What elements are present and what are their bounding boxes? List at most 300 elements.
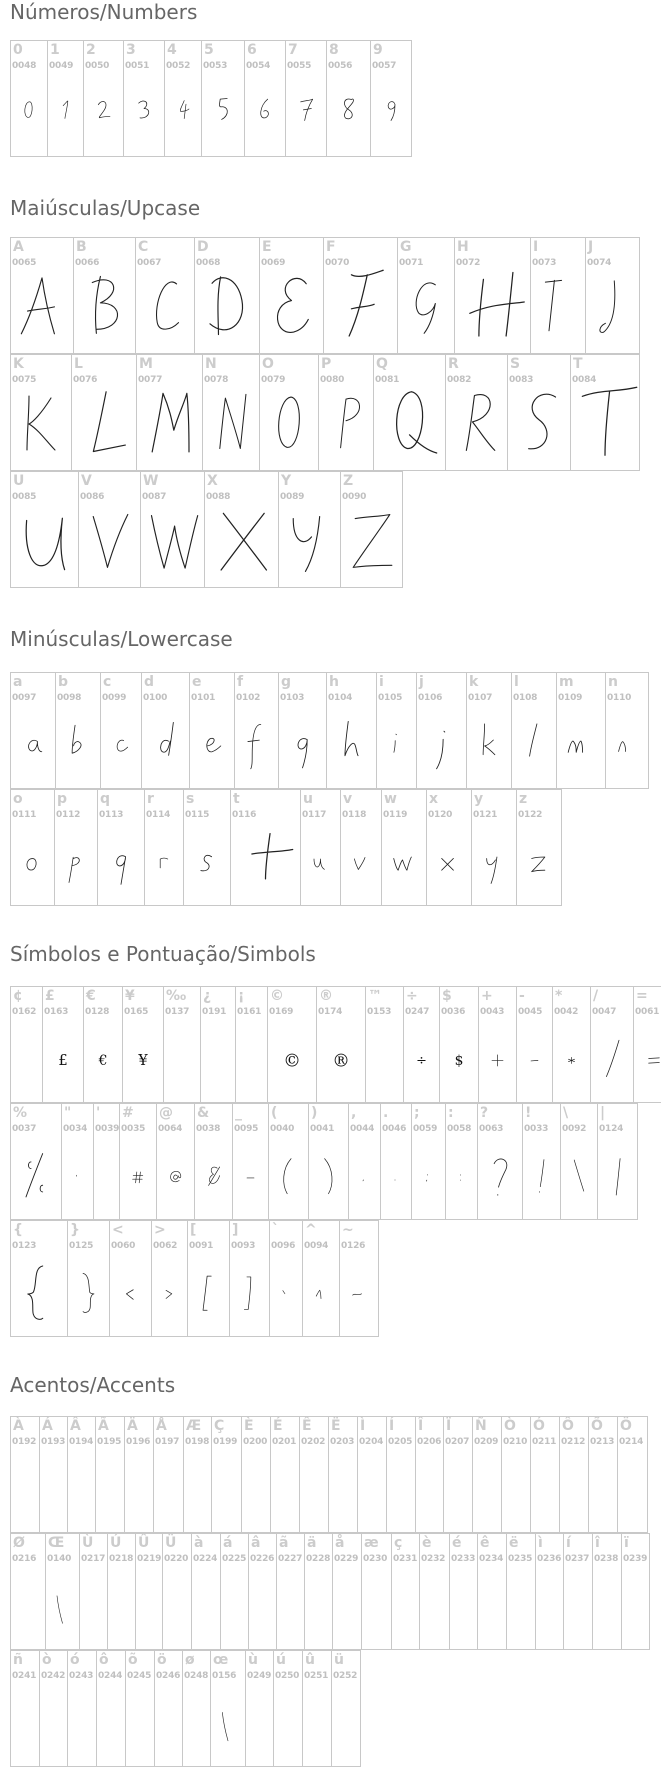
glyph-preview: [221, 1564, 248, 1649]
glyph-area: [362, 1564, 391, 1649]
glyph-char-label: ¡: [238, 988, 245, 1004]
glyph-area: [300, 1447, 328, 1532]
glyph-cell: [273, 1650, 303, 1767]
glyph-preview: [164, 1017, 200, 1102]
glyph-cell: [119, 1103, 157, 1220]
glyph-code-label: 0054: [246, 61, 271, 71]
glyph-area: [412, 1134, 445, 1219]
glyph-area: [163, 1564, 191, 1649]
glyph-stroke: [298, 739, 307, 768]
glyph-area: [136, 1564, 162, 1649]
glyph-area: [472, 820, 516, 905]
glyph-area: [560, 1447, 588, 1532]
glyph-code-label: 0069: [261, 258, 286, 268]
glyph-area: [125, 1447, 153, 1532]
glyph-code-label: 0080: [320, 375, 345, 385]
glyph-preview: [235, 703, 278, 788]
glyph-char-label: B: [76, 239, 87, 255]
glyph-area: [40, 1447, 67, 1532]
glyph-preview: [467, 703, 511, 788]
glyph-char-label: Ö: [620, 1418, 632, 1434]
glyph-cell: [477, 1103, 523, 1220]
glyph-preview: [184, 1447, 211, 1532]
glyph-cell: [449, 1533, 478, 1650]
glyph-cell: [39, 1416, 68, 1533]
glyph-cell: [299, 1416, 329, 1533]
glyph-cell: [220, 1533, 249, 1650]
glyph-char-label: =: [636, 988, 648, 1004]
glyph-preview: [68, 1251, 109, 1336]
glyph-stroke: [27, 859, 36, 870]
glyph-cell: [194, 237, 260, 354]
glyph-cell: [302, 1220, 340, 1337]
glyph-cell: [516, 789, 562, 906]
glyph-code-label: 0043: [480, 1007, 505, 1017]
glyph-code-label: 0125: [69, 1241, 94, 1251]
glyph-char-label: A: [13, 239, 24, 255]
glyph-code-label: 0201: [272, 1437, 297, 1447]
glyph-code-label: 0052: [166, 61, 191, 71]
glyph-preview: [11, 502, 78, 587]
glyph-area: [479, 1017, 516, 1102]
glyph-char-label: *: [555, 988, 563, 1004]
glyph-code-label: 0198: [185, 1437, 210, 1447]
glyph-stroke: [161, 722, 174, 755]
glyph-cell: [153, 1416, 184, 1533]
glyph-cell: [373, 354, 446, 471]
glyph-cell: [267, 986, 317, 1103]
glyph-char-label: ¥: [125, 988, 135, 1004]
glyph-area: [84, 1017, 122, 1102]
glyph-code-label: 0232: [421, 1554, 446, 1564]
glyph-preview: [165, 71, 201, 156]
glyph-preview: [80, 1564, 107, 1649]
glyph-preview: [74, 268, 135, 353]
glyph-area: [236, 1017, 267, 1102]
glyph-char-label: ‰: [166, 988, 187, 1004]
glyph-code-label: 0113: [99, 810, 124, 820]
glyph-preview: [329, 1447, 357, 1532]
glyph-char-label: ;: [414, 1105, 420, 1121]
glyph-area: [68, 1251, 109, 1336]
glyph-cell: [560, 1103, 598, 1220]
glyph-preview: [97, 1681, 125, 1766]
glyph-stroke: [314, 859, 324, 869]
glyph-cell: [391, 1533, 420, 1650]
glyph-char-label: å: [335, 1535, 345, 1551]
glyph-area: [571, 385, 639, 470]
glyph-cell: [10, 40, 48, 157]
glyph-preview: [152, 1251, 187, 1336]
glyph-preview: [305, 1564, 332, 1649]
glyph-char-label: à: [194, 1535, 204, 1551]
glyph-cell: [10, 1416, 40, 1533]
glyph-code-label: 0060: [111, 1241, 136, 1251]
glyph-preview: [531, 268, 585, 353]
glyph-char-label: Ä: [127, 1418, 138, 1434]
glyph-preview: [377, 703, 416, 788]
glyph-preview: [446, 385, 507, 470]
glyph-code-label: 0226: [250, 1554, 275, 1564]
glyph-char-label: Ï: [446, 1418, 452, 1434]
glyph-char-label: x: [429, 791, 439, 807]
glyph-code-label: 0118: [342, 810, 367, 820]
glyph-stroke: [25, 102, 32, 118]
glyph-cell: [326, 672, 377, 789]
glyph-char-label: ~: [342, 1222, 354, 1238]
glyph-cell: [411, 1103, 446, 1220]
glyph-preview: [136, 268, 194, 353]
glyph-stroke: [126, 1290, 133, 1300]
glyph-area: [74, 268, 135, 353]
glyph-code-label: 0195: [97, 1437, 122, 1447]
glyph-preview: [55, 820, 97, 905]
glyph-area: [11, 502, 78, 587]
glyph-cell: [124, 1416, 154, 1533]
glyph-stroke: [397, 392, 437, 453]
glyph-char-label: í: [566, 1535, 571, 1551]
glyph-area: [398, 268, 454, 353]
glyph-char-label: <: [112, 1222, 124, 1238]
glyph-area: [142, 703, 189, 788]
glyph-code-label: 0049: [49, 61, 74, 71]
glyph-preview: [571, 385, 639, 470]
glyph-cell: [535, 1533, 564, 1650]
glyph-area: [319, 385, 373, 470]
glyph-code-label: 0033: [524, 1124, 549, 1134]
glyph-cell: [10, 471, 79, 588]
glyph-preview: [327, 71, 370, 156]
glyph-code-label: 0220: [164, 1554, 189, 1564]
glyph-stroke: [117, 856, 126, 885]
glyph-area: [586, 268, 639, 353]
glyph-char-label: :: [448, 1105, 454, 1121]
glyph-area: [195, 268, 259, 353]
glyph-cell: [370, 40, 412, 157]
glyph-code-label: 0076: [73, 375, 98, 385]
glyph-code-label: 0115: [185, 810, 210, 820]
glyph-preview: [560, 1447, 588, 1532]
glyph-area: [327, 703, 376, 788]
glyph-code-label: 0128: [85, 1007, 110, 1017]
glyph-area: [277, 1564, 304, 1649]
glyph-preview: [362, 1564, 391, 1649]
glyph-area: [235, 703, 278, 788]
glyph-code-label: 0098: [57, 693, 82, 703]
glyph-area: [606, 703, 648, 788]
glyph-cell: [10, 789, 55, 906]
glyph-area: [221, 1564, 248, 1649]
glyph-cell: [530, 1416, 560, 1533]
glyph-char-label: M: [139, 356, 153, 372]
glyph-cell: [259, 237, 324, 354]
glyph-stroke: [160, 858, 168, 868]
glyph-cell: [10, 986, 43, 1103]
glyph-preview: [478, 1134, 522, 1219]
glyph-area: [202, 71, 244, 156]
glyph-preview: [412, 1134, 445, 1219]
glyph-char-label: 4: [167, 42, 177, 58]
glyph-preview: [46, 1564, 79, 1649]
glyph-stroke: [83, 1273, 94, 1312]
glyph-preview: [303, 1251, 339, 1336]
glyph-area: [141, 502, 204, 587]
glyph-char-label: j: [419, 674, 424, 690]
glyph-cell: [597, 1103, 638, 1220]
glyph-char-label: Ò: [504, 1418, 516, 1434]
glyph-char-label: !: [525, 1105, 532, 1121]
glyph-area: [108, 1564, 135, 1649]
glyph-preview: [203, 385, 259, 470]
glyph-code-label: 0073: [532, 258, 557, 268]
glyph-preview: [341, 502, 402, 587]
glyph-stroke: [301, 99, 313, 120]
glyph-area: [303, 1681, 331, 1766]
glyph-area: [40, 1681, 67, 1766]
glyph-area: [417, 703, 466, 788]
glyph-char-label: c: [103, 674, 112, 690]
glyph-area: [427, 820, 471, 905]
glyph-char-label: 5: [204, 42, 214, 58]
glyph-char-label: O: [262, 356, 274, 372]
glyph-stroke: [487, 857, 497, 883]
glyph-char-label: }: [70, 1222, 80, 1238]
glyph-code-label: 0196: [126, 1437, 151, 1447]
glyph-char-label: t: [233, 791, 240, 807]
glyph-code-label: 0162: [12, 1007, 37, 1017]
glyph-area: [381, 1134, 411, 1219]
glyph-code-label: 0213: [590, 1437, 615, 1447]
glyph-code-label: 0078: [204, 375, 229, 385]
glyph-code-label: 0056: [328, 61, 353, 71]
glyph-char-label: X: [207, 473, 218, 489]
glyph-area: [11, 1251, 67, 1336]
glyph-char-label: 6: [247, 42, 257, 58]
glyph-area: [123, 1017, 163, 1102]
glyph-preview: [536, 1564, 563, 1649]
glyph-code-label: 0084: [572, 375, 597, 385]
glyph-code-label: 0169: [269, 1007, 294, 1017]
glyph-char-label: +: [481, 988, 493, 1004]
glyph-stroke: [349, 270, 383, 336]
glyph-char-label: -: [519, 988, 525, 1004]
glyph-text-mark: ¥: [138, 1052, 148, 1070]
glyph-char-label: Ù: [82, 1535, 94, 1551]
glyph-preview: [11, 71, 47, 156]
glyph-area: [341, 502, 402, 587]
glyph-cell: [10, 1103, 62, 1220]
glyph-char-label: ñ: [13, 1652, 23, 1668]
glyph-area: [154, 1447, 183, 1532]
glyph-code-label: 0072: [456, 258, 481, 268]
glyph-code-label: 0034: [63, 1124, 88, 1134]
glyph-cell: [386, 1416, 416, 1533]
glyph-code-label: 0039: [95, 1124, 120, 1134]
glyph-area: [478, 1564, 506, 1649]
glyph-cell: [182, 1650, 211, 1767]
glyph-code-label: 0233: [451, 1554, 476, 1564]
glyph-preview: [333, 1564, 361, 1649]
glyph-char-label: ^: [305, 1222, 317, 1238]
glyph-area: [618, 1447, 647, 1532]
glyph-code-label: 0107: [468, 693, 493, 703]
glyph-preview: [48, 71, 83, 156]
glyph-stroke: [616, 1159, 620, 1195]
glyph-char-label: R: [448, 356, 459, 372]
glyph-cell: [109, 1220, 152, 1337]
glyph-char-label: D: [197, 239, 209, 255]
glyph-code-label: 0210: [503, 1437, 528, 1447]
glyph-char-label: u: [303, 791, 313, 807]
glyph-stroke: [133, 1172, 143, 1183]
glyph-char-label: n: [608, 674, 618, 690]
glyph-area: [502, 1447, 530, 1532]
glyph-area: [374, 385, 445, 470]
glyph-preview: [301, 820, 340, 905]
glyph-preview: [195, 268, 259, 353]
glyph-cell: [71, 354, 137, 471]
glyph-char-label: C: [138, 239, 149, 255]
glyph-preview: [591, 1017, 633, 1102]
glyph-stroke: [568, 741, 582, 752]
glyph-area: [157, 1134, 194, 1219]
glyph-area: [260, 385, 318, 470]
glyph-preview: [589, 1447, 617, 1532]
glyph-stroke: [27, 396, 55, 450]
glyph-cell: [140, 471, 205, 588]
glyph-char-label: Ì: [360, 1418, 366, 1434]
glyph-stroke: [284, 1159, 291, 1194]
glyph-preview: [108, 1564, 135, 1649]
glyph-preview: [271, 1447, 299, 1532]
glyph-char-label: ì: [538, 1535, 543, 1551]
glyph-preview: [123, 1017, 163, 1102]
glyph-area: [205, 502, 278, 587]
glyph-char-label: ó: [70, 1652, 80, 1668]
glyph-area: [11, 703, 55, 788]
glyph-code-label: 0231: [393, 1554, 418, 1564]
glyph-char-label: .: [383, 1105, 389, 1121]
glyph-preview: [11, 1251, 67, 1336]
glyph-cell: [10, 237, 74, 354]
glyph-preview: [236, 1017, 267, 1102]
glyph-area: [517, 1017, 552, 1102]
glyph-cell: [67, 1220, 110, 1337]
glyph-preview: [68, 1447, 95, 1532]
glyph-code-label: 0055: [287, 61, 312, 71]
glyph-area: [270, 1251, 302, 1336]
glyph-preview: [327, 703, 376, 788]
glyph-stroke: [201, 855, 212, 870]
glyph-code-label: 0065: [12, 258, 37, 268]
glyph-cell: [67, 1650, 97, 1767]
glyph-code-label: 0119: [383, 810, 408, 820]
glyph-area: [561, 1134, 597, 1219]
glyph-cell: [83, 986, 123, 1103]
glyph-code-label: 0206: [417, 1437, 442, 1447]
glyph-stroke: [248, 724, 261, 768]
glyph-area: [593, 1564, 621, 1649]
glyph-code-label: 0112: [56, 810, 81, 820]
glyph-char-label: Ü: [165, 1535, 177, 1551]
glyph-area: [507, 1564, 535, 1649]
glyph-preview: [341, 820, 381, 905]
glyph-code-label: 0211: [532, 1437, 557, 1447]
glyph-stroke: [221, 513, 266, 570]
glyph-code-label: 0234: [479, 1554, 504, 1564]
glyph-char-label: ¿: [203, 988, 212, 1004]
glyph-code-label: 0242: [41, 1671, 66, 1681]
glyph-char-label: ': [96, 1105, 101, 1121]
glyph-code-label: 0105: [378, 693, 403, 703]
glyph-code-label: 0193: [41, 1437, 66, 1447]
glyph-cell: [426, 789, 472, 906]
glyph-cell: [326, 40, 371, 157]
glyph-cell: [516, 986, 553, 1103]
glyph-area: [155, 1681, 182, 1766]
glyph-stroke: [180, 101, 189, 119]
glyph-char-label: 1: [50, 42, 60, 58]
glyph-preview: [11, 703, 55, 788]
glyph-char-label: E: [262, 239, 272, 255]
glyph-char-label: $: [442, 988, 452, 1004]
glyph-char-label: ç: [394, 1535, 403, 1551]
glyph-preview: [233, 1134, 268, 1219]
glyph-cell: [617, 1416, 648, 1533]
glyph-area: [404, 1017, 439, 1102]
glyph-row: [10, 1103, 637, 1220]
glyph-code-label: 0199: [213, 1437, 238, 1447]
glyph-char-label: e: [192, 674, 202, 690]
glyph-cell: [54, 789, 98, 906]
glyph-cell: [323, 237, 398, 354]
glyph-preview: [183, 1681, 210, 1766]
glyph-preview: [141, 502, 204, 587]
glyph-text-mark: €: [98, 1052, 108, 1069]
glyph-code-label: 0045: [518, 1007, 543, 1017]
glyph-code-label: 0238: [594, 1554, 619, 1564]
glyph-char-label: Ó: [533, 1418, 545, 1434]
glyph-code-label: 0058: [447, 1124, 472, 1134]
glyph-area: [242, 1447, 270, 1532]
glyph-preview: [192, 1564, 220, 1649]
glyph-area: [124, 71, 164, 156]
glyph-preview: [212, 1447, 241, 1532]
glyph-cell: [285, 40, 327, 157]
glyph-code-label: 0068: [196, 258, 221, 268]
glyph-code-label: 0040: [270, 1124, 295, 1134]
glyph-cell: [507, 354, 571, 471]
glyph-char-label: ê: [480, 1535, 490, 1551]
glyph-char-label: 3: [126, 42, 136, 58]
glyph-code-label: 0104: [328, 693, 353, 703]
glyph-char-label: `: [272, 1222, 279, 1238]
glyph-cell: [466, 672, 512, 789]
glyph-preview: [502, 1447, 530, 1532]
glyph-area: [286, 71, 326, 156]
glyph-preview: [440, 1017, 478, 1102]
glyph-cell: [300, 789, 341, 906]
glyph-cell: [164, 40, 202, 157]
glyph-area: [589, 1447, 617, 1532]
glyph-char-label: v: [343, 791, 353, 807]
glyph-code-label: 0099: [102, 693, 127, 703]
glyph-preview: [72, 385, 136, 470]
glyph-preview: [531, 1447, 559, 1532]
glyph-preview: [145, 820, 183, 905]
glyph-char-label: 7: [288, 42, 298, 58]
glyph-preview: [374, 385, 445, 470]
